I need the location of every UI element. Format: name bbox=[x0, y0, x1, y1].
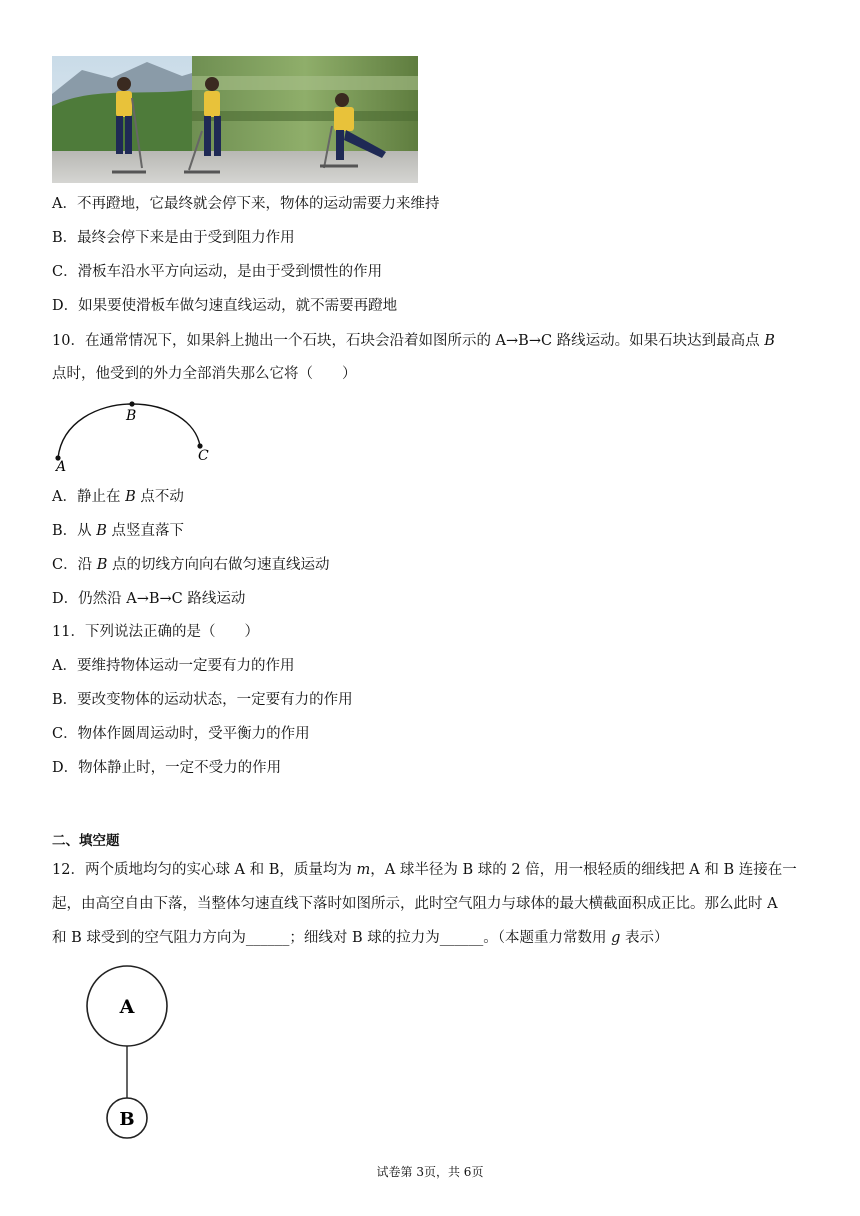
ball-a-label: A bbox=[119, 996, 135, 1018]
trajectory-diagram bbox=[50, 396, 220, 476]
option-text: 静止在 bbox=[76, 489, 126, 505]
q9-option-b bbox=[52, 228, 295, 248]
q12-text: 和 B 球受到的空气阻力方向为______；细线对 B 球的拉力为______。（本题重力常数用 bbox=[52, 930, 612, 946]
option-text: 从 bbox=[77, 523, 97, 539]
q11-option-a bbox=[52, 656, 294, 676]
page-footer: 试卷第 3页，共 6页 bbox=[376, 1165, 484, 1179]
q12-stem-line1 bbox=[52, 860, 797, 880]
q11-option-c bbox=[52, 724, 310, 744]
option-key: B． bbox=[52, 230, 78, 246]
option-key: A． bbox=[52, 658, 77, 674]
option-key: D． bbox=[52, 298, 79, 314]
q9-option-c bbox=[52, 262, 382, 282]
q12-text: 表示） bbox=[620, 930, 669, 946]
q11-stem: 11．下列说法正确的是（ ） bbox=[52, 624, 259, 640]
option-key: D． bbox=[52, 760, 79, 776]
option-text: 最终会停下来是由于受到阻力作用 bbox=[77, 230, 295, 246]
option-text: 如果要使滑板车做匀速直线运动，就不需要再蹬地 bbox=[78, 298, 398, 314]
q11-option-b bbox=[52, 690, 353, 710]
variable-m: m bbox=[356, 862, 371, 878]
q12-stem-line3 bbox=[52, 928, 669, 948]
option-text: 沿 bbox=[77, 557, 97, 573]
option-key: A． bbox=[52, 489, 77, 505]
option-text: 点竖直落下 bbox=[106, 523, 185, 539]
option-key: C． bbox=[52, 726, 78, 742]
label-c: C bbox=[198, 448, 209, 464]
variable-b: B bbox=[96, 523, 107, 539]
variable-b: B bbox=[96, 557, 108, 573]
q12-text: 12．两个质地均匀的实心球 A 和 B，质量均为 bbox=[52, 862, 357, 878]
q9-option-d bbox=[52, 296, 397, 316]
option-key: D． bbox=[52, 591, 79, 607]
variable-g: g bbox=[611, 930, 621, 946]
q10-option-d bbox=[52, 589, 245, 609]
balls-diagram bbox=[80, 964, 180, 1146]
variable-b: B bbox=[125, 489, 136, 505]
option-key: B． bbox=[52, 523, 78, 539]
q11-option-d bbox=[52, 758, 281, 778]
option-key: C． bbox=[52, 557, 78, 573]
q10-stem-text: 10．在通常情况下，如果斜上抛出一个石块，石块会沿着如图所示的 A→B→C 路线运动。如果石块达到最高点 bbox=[52, 333, 765, 349]
q10-stem-line2: 点时，他受到的外力全部消失那么它将（ ） bbox=[52, 366, 357, 382]
q10-option-a bbox=[52, 487, 184, 507]
q10-stem-line1 bbox=[52, 331, 775, 351]
q10-option-b bbox=[52, 521, 184, 541]
option-text: 要维持物体运动一定要有力的作用 bbox=[76, 658, 295, 674]
option-text: 点的切线方向向右做匀速直线运动 bbox=[107, 557, 330, 573]
option-text: 仍然沿 A→B→C 路线运动 bbox=[78, 591, 246, 607]
q10-option-c bbox=[52, 555, 329, 575]
point-b bbox=[129, 401, 134, 406]
q12-stem-line2: 起，由高空自由下落，当整体匀速直线下落时如图所示，此时空气阻力与球体的最大横截面积成正比。那么此时 A bbox=[52, 896, 778, 912]
option-text: 点不动 bbox=[135, 489, 184, 505]
label-a: A bbox=[56, 459, 67, 475]
option-text: 要改变物体的运动状态，一定要有力的作用 bbox=[77, 692, 353, 708]
variable-b: B bbox=[764, 333, 775, 349]
q12-text: ，A 球半径为 B 球的 2 倍，用一根轻质的细线把 A 和 B 连接在一 bbox=[370, 862, 797, 878]
section-heading: 二、填空题 bbox=[52, 833, 120, 849]
option-text: 滑板车沿水平方向运动，是由于受到惯性的作用 bbox=[77, 264, 383, 280]
q9-option-a bbox=[52, 194, 439, 214]
scooter-photo bbox=[52, 56, 418, 183]
option-text: 物体作圆周运动时，受平衡力的作用 bbox=[77, 726, 310, 742]
option-key: A． bbox=[52, 196, 77, 212]
option-key: B． bbox=[52, 692, 78, 708]
option-text: 物体静止时，一定不受力的作用 bbox=[78, 760, 282, 776]
option-key: C． bbox=[52, 264, 78, 280]
option-text: 不再蹬地，它最终就会停下来，物体的运动需要力来维持 bbox=[76, 196, 440, 212]
label-b: B bbox=[126, 408, 137, 424]
ball-b-label: B bbox=[119, 1109, 135, 1130]
